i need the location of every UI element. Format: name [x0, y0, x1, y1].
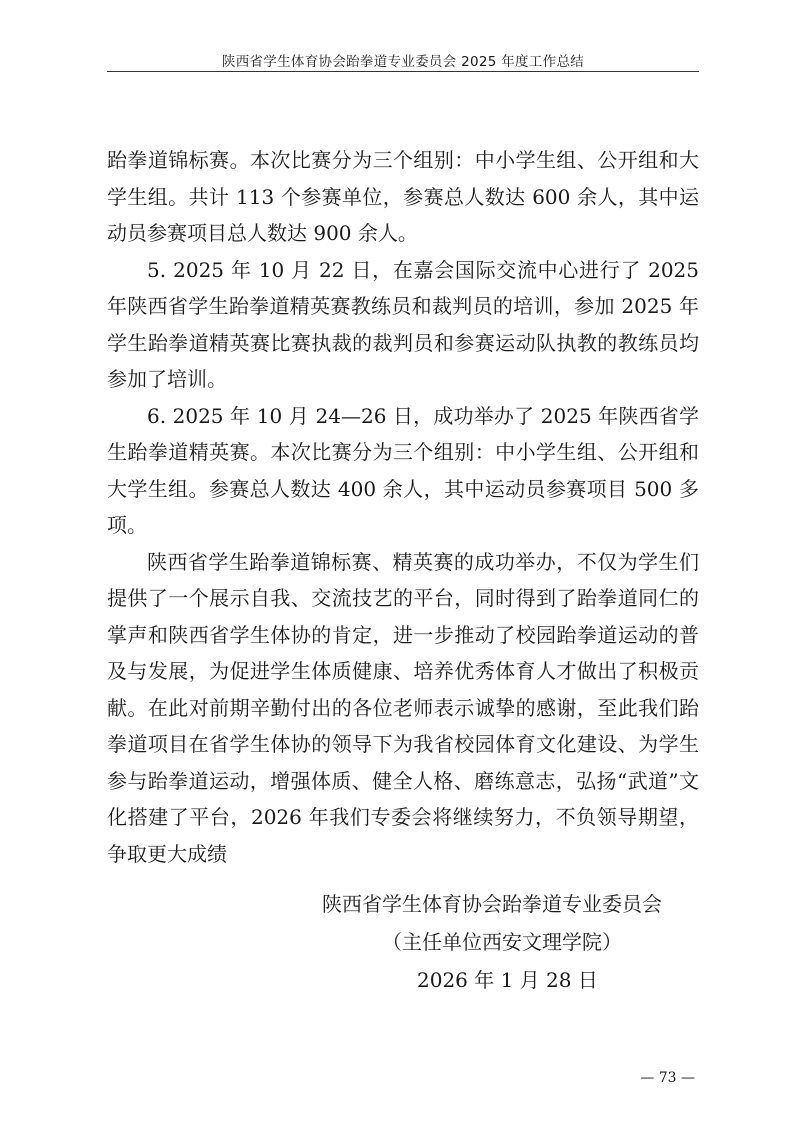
paragraph-item-5: 5. 2025 年 10 月 22 日，在嘉会国际交流中心进行了 2025 年陕西省学生跆拳道精英赛教练员和裁判员的培训，参加 2025 年学生跆拳道精英赛比赛执裁的裁判员和参赛运动队执教的教练员均参加了培训。 [107, 257, 699, 391]
document-body [107, 142, 699, 872]
signature-organization: 陕西省学生体育协会跆拳道专业委员会 [322, 892, 662, 916]
paragraph-summary: 陕西省学生跆拳道锦标赛、精英赛的成功举办，不仅为学生们提供了一个展示自我、交流技艺的平台，同时得到了跆拳道同仁的掌声和陕西省学生体协的肯定，进一步推动了校园跆拳道运动的普及与发展，为促进学生体质健康、培养优秀体育人才做出了积极贡献。在此对前期辛勤付出的各位老师表示诚挚的感谢，至此我们跆拳道项目在省学生体协的领导下为我省校园体育文化建设、为学生参与跆拳道运动，增强体质、健全人格、磨练意志，弘扬“武道”文化搭建了平台，2026 年我们专委会将继续努力，不负领导期望，争取更大成绩 [107, 549, 699, 866]
page-number: — 73 — [640, 1070, 695, 1086]
header-rule [107, 71, 699, 72]
running-header: 陕西省学生体育协会跆拳道专业委员会 2025 年度工作总结 [221, 54, 585, 70]
paragraph-item-6: 6. 2025 年 10 月 24—26 日，成功举办了 2025 年陕西省学生跆拳道精英赛。本次比赛分为三个组别：中小学生组、公开组和大学生组。参赛总人数达 400 余人，其中运动员参赛项目 500 多项。 [107, 403, 699, 537]
signature-date: 2026 年 1 月 28 日 [417, 968, 598, 992]
paragraph-continuation: 跆拳道锦标赛。本次比赛分为三个组别：中小学生组、公开组和大学生组。共计 113 个参赛单位，参赛总人数达 600 余人，其中运动员参赛项目总人数达 900 余人。 [107, 148, 699, 245]
signature-host-unit: （主任单位西安文理学院） [382, 930, 622, 954]
